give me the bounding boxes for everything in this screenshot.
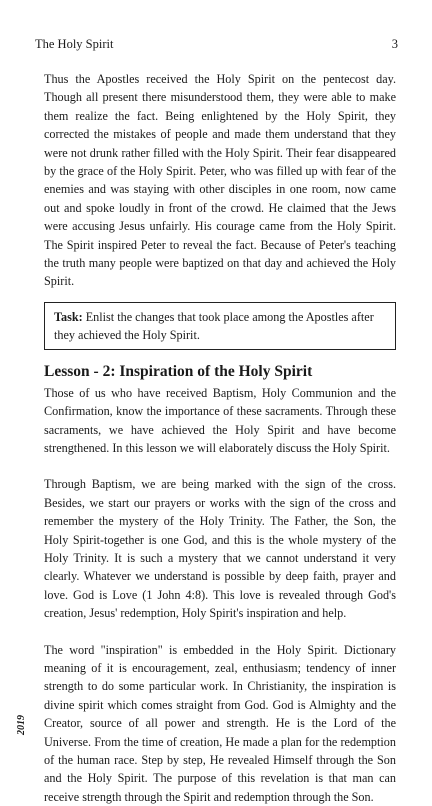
task-text: Enlist the changes that took place among the Apostles after they achieved the Holy Spirit. — [54, 309, 374, 343]
lesson-paragraph-1: Those of us who have received Baptism, Holy Communion and the Confirmation, know the importance of these sacraments. Through these sacraments, we have achieved the Holy Spirit and have become strengthened. In this lesson we will elaborately discuss the Holy Spirit. — [44, 385, 396, 455]
lesson-paragraph-2: Through Baptism, we are being marked with the sign of the cross. Besides, we start our prayers or works with the sign of the cross and remember the mystery of the Holy Trinity. The Father, the Son, the Holy Spirit-together is one God, and this is the whole mystery of the Holy Trinity. It is such a mystery that we cannot understand it very clearly. Whatever we understand is possible by deep faith, prayer and love. God is Love (1 John 4:8). This love is revealed through God's creation, Jesus' redemption, Holy Spirit's inspiration and help. — [44, 477, 396, 621]
page-number: 3 — [391, 37, 398, 51]
side-year-label: 2019 — [16, 715, 27, 735]
page-header — [35, 37, 398, 52]
page-body — [44, 70, 396, 806]
task-box — [44, 302, 396, 350]
lesson-heading: Lesson - 2: Inspiration of the Holy Spirit — [44, 362, 313, 380]
chapter-title: The Holy Spirit — [35, 37, 114, 51]
intro-paragraph: Thus the Apostles received the Holy Spirit on the pentecost day. Though all present there misunderstood them, they were able to make them realize the fact. Being enlightened by the Holy Spirit, they corrected the mistakes of people and made them understand that they were not drunk rather filled with the Holy Spirit. Their fear disappeared by the grace of the Holy Spirit. Peter, who was filled up with fear of the enemies and was staying with other disciples in one room, now came out and spoke loudly in front of the crowd. He claimed that the Jews were accusing Jesus unfairly. His courage came from the Holy Spirit. The Spirit inspired Peter to reveal the fact. Because of Peter's teaching the truth many people were baptized on that day and achieved the Holy Spirit. — [44, 72, 396, 289]
task-label: Task: — [54, 309, 83, 324]
lesson-paragraph-3: The word "inspiration" is embedded in the Holy Spirit. Dictionary meaning of it is encouragement, zeal, enthusiasm; tendency of inner strength to do some particular work. In Christianity, the inspiration is divine spirit which comes straight from God. God is Almighty and the Creator, source of all power and strength. He is the Lord of the Universe. From the time of creation, He made a plan for the redemption of the human race. Step by step, He revealed Himself through the Son and the Holy Spirit. The purpose of this revelation is that man can receive strength through the Spirit and redemption through the Son. — [44, 642, 396, 804]
